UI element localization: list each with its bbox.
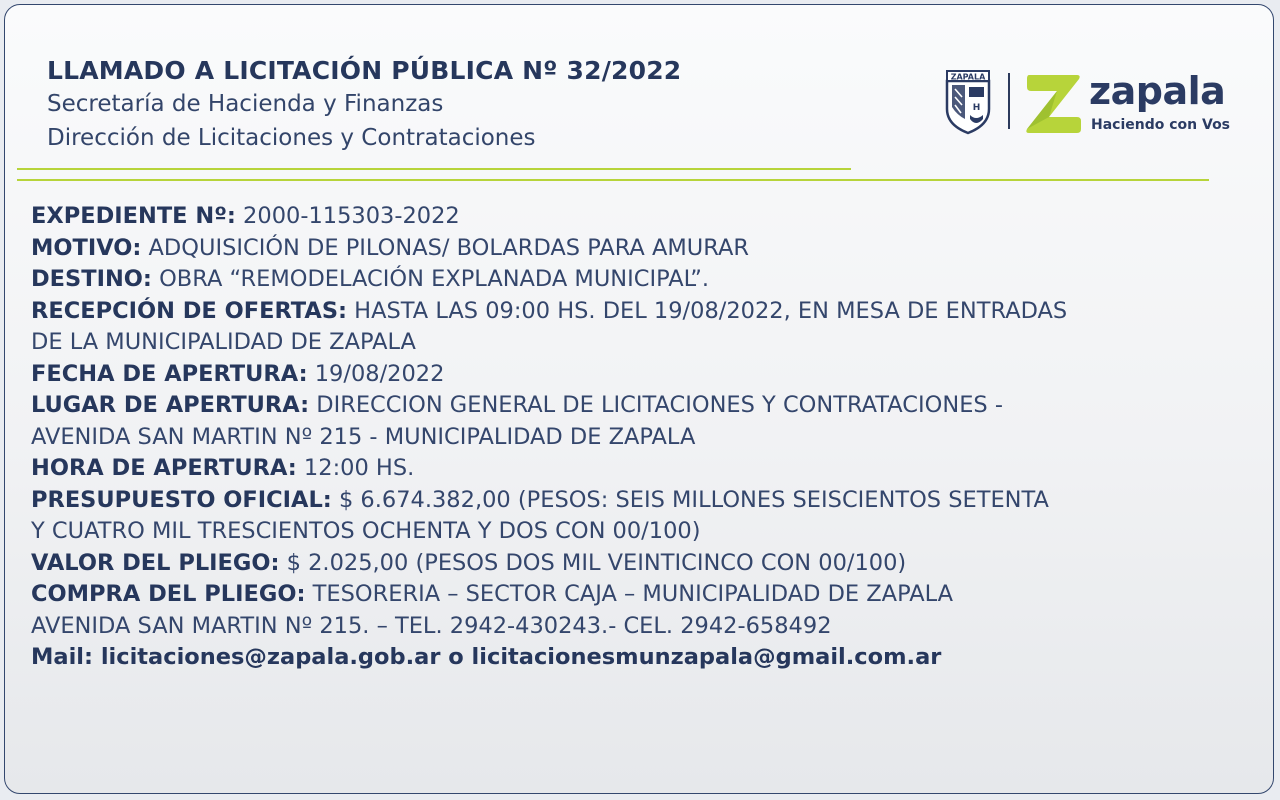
notice-card	[4, 4, 1274, 794]
motivo-label: MOTIVO:	[31, 234, 142, 261]
compra-row	[31, 579, 1271, 611]
presupuesto-value: $ 6.674.382,00 (PESOS: SEIS MILLONES SEISCIENTOS SETENTA	[331, 486, 1049, 513]
zapala-z-icon	[1023, 71, 1083, 135]
mail-line: Mail: licitaciones@zapala.gob.ar o licitacionesmunzapala@gmail.com.ar	[31, 644, 942, 670]
recepcion-value: HASTA LAS 09:00 HS. DEL 19/08/2022, EN MESA DE ENTRADAS	[347, 297, 1068, 324]
logo-divider	[1008, 73, 1010, 129]
presupuesto-row-cont: Y CUATRO MIL TRESCIENTOS OCHENTA Y DOS CON 00/100)	[31, 518, 701, 544]
divider-line-bottom	[17, 179, 1209, 181]
zapala-shield-icon	[943, 69, 993, 135]
motivo-row	[31, 233, 1271, 265]
expediente-label: EXPEDIENTE Nº:	[31, 203, 236, 229]
motivo-value: ADQUISICIÓN DE PILONAS/ BOLARDAS PARA AMURAR	[141, 234, 750, 261]
header	[47, 55, 807, 155]
compra-row-cont: AVENIDA SAN MARTIN Nº 215. – TEL. 2942-430243.- CEL. 2942-658492	[31, 612, 832, 639]
expediente-value: 2000-115303-2022	[235, 203, 460, 229]
recepcion-row-cont: DE LA MUNICIPALIDAD DE ZAPALA	[31, 329, 416, 355]
divider-line-top	[17, 168, 851, 170]
compra-value: TESORERIA – SECTOR CAJA – MUNICIPALIDAD DE ZAPALA	[305, 581, 954, 607]
brand-tagline: Haciendo con Vos	[1091, 117, 1231, 133]
lugar-label: LUGAR DE APERTURA:	[31, 392, 310, 418]
office-name: Dirección de Licitaciones y Contrataciones	[47, 125, 536, 151]
destino-label: DESTINO:	[31, 266, 152, 292]
valor-value: $ 2.025,00 (PESOS DOS MIL VEINTICINCO CON 00/100)	[279, 549, 907, 576]
valor-row	[31, 548, 1271, 580]
presupuesto-row	[31, 485, 1271, 517]
hora-label: HORA DE APERTURA:	[31, 455, 297, 481]
fecha-value: 19/08/2022	[307, 360, 445, 387]
destino-value: OBRA “REMODELACIÓN EXPLANADA MUNICIPAL”.	[151, 266, 710, 292]
expediente-row	[31, 201, 1271, 233]
lugar-row	[31, 390, 1271, 422]
fecha-label: FECHA DE APERTURA:	[31, 360, 308, 387]
notice-title: LLAMADO A LICITACIÓN PÚBLICA Nº 32/2022	[47, 56, 682, 85]
lugar-value: DIRECCION GENERAL DE LICITACIONES Y CONTRATACIONES -	[309, 392, 1003, 418]
shield-text: ZAPALA	[950, 72, 986, 82]
notice-body	[31, 201, 1271, 674]
hora-row	[31, 453, 1271, 485]
department-name: Secretaría de Hacienda y Finanzas	[47, 91, 444, 117]
valor-label: VALOR DEL PLIEGO:	[31, 549, 280, 576]
recepcion-row	[31, 296, 1271, 328]
compra-label: COMPRA DEL PLIEGO:	[31, 581, 306, 607]
presupuesto-label: PRESUPUESTO OFICIAL:	[31, 486, 332, 513]
svg-text:H: H	[972, 103, 981, 113]
hora-value: 12:00 HS.	[296, 455, 415, 481]
fecha-row	[31, 359, 1271, 391]
recepcion-label: RECEPCIÓN DE OFERTAS:	[31, 297, 348, 324]
lugar-row-cont: AVENIDA SAN MARTIN Nº 215 - MUNICIPALIDAD DE ZAPALA	[31, 423, 696, 450]
logos	[943, 69, 1243, 139]
brand-name: zapala	[1089, 69, 1226, 113]
destino-row	[31, 264, 1271, 296]
